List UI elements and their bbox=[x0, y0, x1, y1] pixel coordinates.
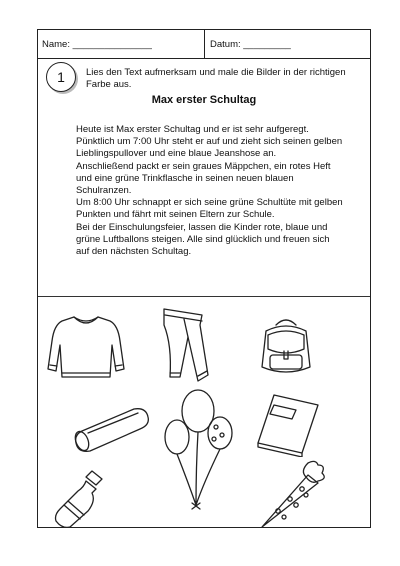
sweater-icon[interactable] bbox=[46, 311, 126, 383]
water-bottle-icon[interactable] bbox=[52, 467, 108, 529]
task-number-badge: 1 bbox=[46, 62, 76, 92]
balloons-icon[interactable] bbox=[162, 387, 236, 519]
story-text bbox=[76, 124, 344, 258]
school-cone-icon[interactable] bbox=[256, 457, 332, 529]
story-paragraph: Bei der Einschulungsfeier, lassen die Kinder rote, blaue und grüne Luftballons steigen. Alle sind glücklich und freuen sich auf den nächsten Schultag. bbox=[76, 221, 330, 258]
header-divider bbox=[204, 30, 205, 58]
story-paragraph: Heute ist Max erster Schultag und er ist sehr aufgeregt. Pünktlich um 7:00 Uhr steht er auf und zieht sich seinen gelben Lieblingspullover und eine blaue Jeanshose an. bbox=[76, 124, 343, 160]
coloring-pictures bbox=[38, 297, 370, 529]
story-paragraph: Anschließend packt er sein graues Mäppchen, ein rotes Heft und eine grüne Trinkflasche in seinen neuen blauen Schulranzen. bbox=[76, 160, 331, 197]
task-instruction: Lies den Text aufmerksam und male die Bilder in der richtigen Farbe aus. bbox=[86, 67, 346, 90]
school-backpack-icon[interactable] bbox=[254, 315, 318, 381]
notebook-icon[interactable] bbox=[254, 391, 322, 457]
story-paragraph: Um 8:00 Uhr schnappt er sich seine grüne Schultüte mit gelben Punkten und fährt mit seinen Eltern zur Schule. bbox=[76, 197, 343, 221]
story-title: Max erster Schultag bbox=[151, 94, 257, 106]
name-field-label: Name: _______________ bbox=[42, 39, 152, 50]
worksheet bbox=[37, 29, 371, 528]
pencil-case-icon[interactable] bbox=[72, 403, 152, 455]
date-field-label: Datum: _________ bbox=[210, 39, 291, 50]
header-row bbox=[38, 30, 370, 59]
jeans-icon[interactable] bbox=[158, 305, 218, 385]
